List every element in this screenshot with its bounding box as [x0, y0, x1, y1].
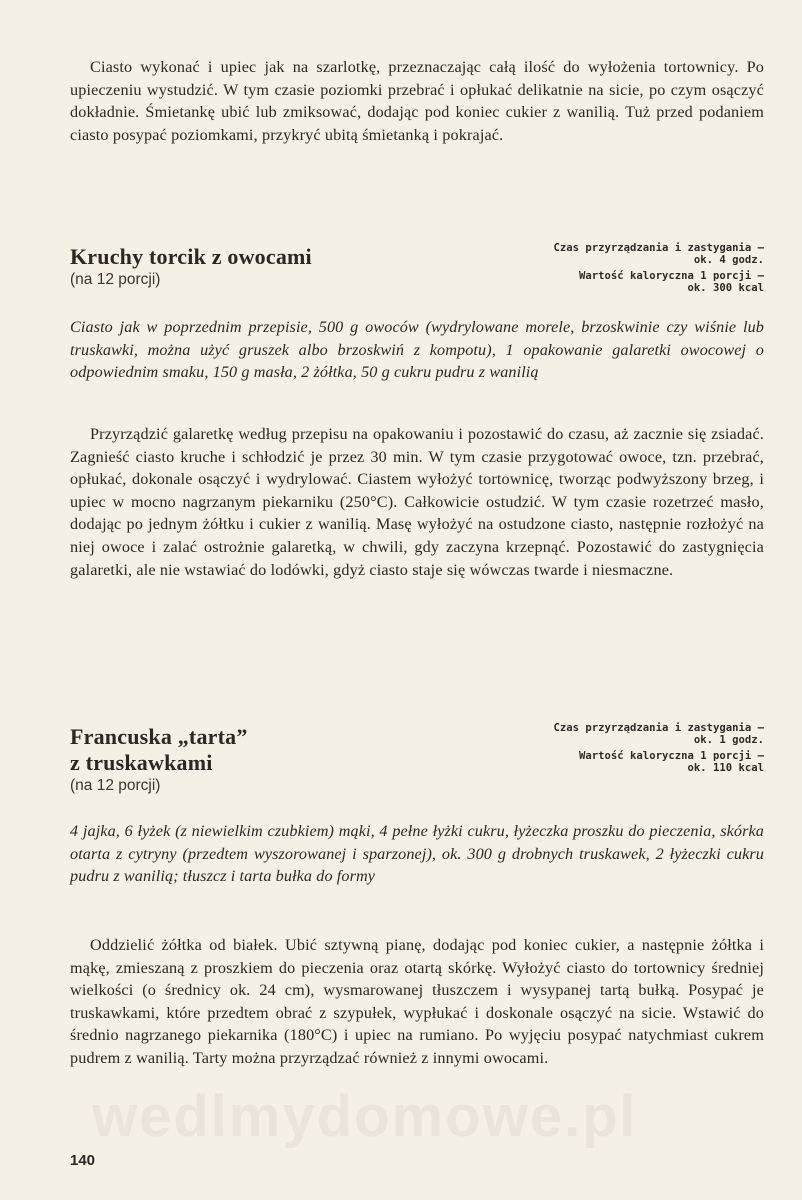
recipe-ingredients: 4 jajka, 6 łyżek (z niewielkim czubkiem) mąki, 4 pełne łyżki cukru, łyżeczka proszku do pieczenia, skórka otarta z cytryny (przedtem wyszorowanej i sparzonej), ok. 300 g drobnych truskawek, 2 łyżeczki cukru pudru z wanilią; tłuszcz i tarta bułka do formy — [70, 822, 764, 886]
prep-time-value: ok. 1 godz. — [693, 734, 764, 746]
recipe-method: Oddzielić żółtka od białek. Ubić sztywną pianę, dodając pod koniec cukier, a następnie żółtka i mąkę, zmieszaną z proszkiem do pieczenia oraz otartą skórkę. Wyłożyć ciasto do tortownicy średniej wielkości (o średnicy ok. 24 cm), wysmarowanej tłuszczem i wysypanej tartą bułką. Posypać je truskawkami, które przedtem obrać z szypułek, wypłukać i doskonale osączyć na sicie. Wstawić do średnio nagrzanego piekarnika (180°C) i upiec na rumiano. Po wyjęciu posypać natychmiast cukrem pudrem z wanilią. Tarty można przyrządzać również z innymi owocami. — [70, 936, 764, 1067]
calorie-value: ok. 300 kcal — [687, 282, 764, 294]
recipe-portion: (na 12 porcji) — [70, 271, 161, 288]
recipe-title-line: Kruchy torcik z owocami — [70, 244, 312, 269]
recipe-title-line: Francuska „tarta” — [70, 724, 248, 749]
recipe-meta-info — [474, 242, 764, 294]
watermark: wedlmydomowe.pl — [92, 1084, 638, 1149]
recipe-ingredients: Ciasto jak w poprzednim przepisie, 500 g owoców (wydrylowane morele, brzoskwinie czy wiśnie lub truskawki, można użyć gruszek albo brzoskwiń z kompotu), 1 opakowanie galaretki owocowej o odpowiednim smaku, 150 g masła, 2 żółtka, 50 g cukru pudru z wanilią — [70, 318, 764, 382]
prep-time-value: ok. 4 godz. — [693, 254, 764, 266]
prep-time-label: Czas przyrządzania i zastygania — — [553, 722, 764, 734]
recipe-title-line: z truskawkami — [70, 750, 213, 775]
intro-paragraph: Ciasto wykonać i upiec jak na szarlotkę, przeznaczając całą ilość do wyłożenia tortownicy. Po upieczeniu wystudzić. W tym czasie poziomki przebrać i opłukać delikatnie na sicie, po czym osączyć dokładnie. Śmietankę ubić lub zmiksować, dodając pod koniec cukier z wanilią. Tuż przed podaniem ciasto posypać poziomkami, przykryć ubitą śmietanką i pokrajać. — [70, 58, 764, 144]
recipe-title-francuska-tarta — [70, 724, 248, 776]
calorie-value: ok. 110 kcal — [687, 762, 764, 774]
recipe-method: Przyrządzić galaretkę według przepisu na opakowaniu i pozostawić do czasu, aż zacznie się zsiadać. Zagnieść ciasto kruche i schłodzić je przez 30 min. W tym czasie przygotować owoce, tzn. przebrać, opłukać, dokonale osączyć i wydrylować. Ciastem wyłożyć tortownicę, tworząc podwyższony brzeg, i upiec w mocno nagrzanym piekarniku (250°C). Całkowicie ostudzić. W tym czasie rozetrzeć masło, dodając po jednym żółtku i cukier z wanilią. Masę wyłożyć na ostudzone ciasto, następnie rozłożyć na niej owoce i zalać ostrożnie galaretką, w chwili, gdy zaczyna krzepnąć. Pozostawić do zastygnięcia galaretki, ale nie wstawiać do lodówki, gdyż ciasto staje się wówczas twarde i niesmaczne. — [70, 425, 764, 579]
recipe-title-kruchy-torcik — [70, 244, 312, 270]
recipe-portion: (na 12 porcji) — [70, 777, 161, 794]
calorie-label: Wartość kaloryczna 1 porcji — — [579, 750, 764, 762]
prep-time-label: Czas przyrządzania i zastygania — — [553, 242, 764, 254]
page-number: 140 — [70, 1152, 96, 1169]
calorie-label: Wartość kaloryczna 1 porcji — — [579, 270, 764, 282]
recipe-meta-info — [474, 722, 764, 774]
